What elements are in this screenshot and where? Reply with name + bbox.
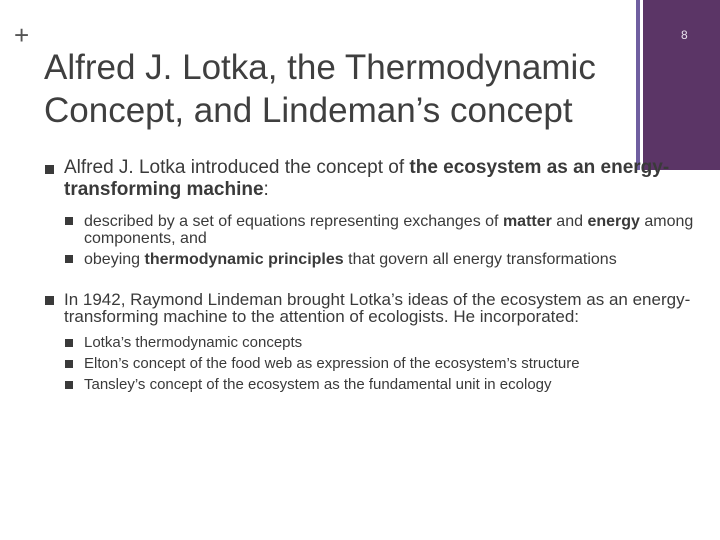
- plus-icon: +: [14, 20, 30, 50]
- bullet-text: In 1942, Raymond Lindeman brought Lotka’s ideas of the ecosystem as an energy-transforming machine to the attention of ecologists. He incorporated:: [64, 290, 691, 326]
- square-bullet-icon: [65, 255, 73, 263]
- sub-bullet-lotka-concepts: [44, 333, 694, 352]
- sub-bullet-bold: thermodynamic principles: [144, 251, 344, 268]
- bullet-text: Alfred J. Lotka introduced the concept of: [64, 157, 410, 178]
- sub-bullet-thermodynamic: [44, 251, 694, 268]
- square-bullet-icon: [65, 360, 73, 368]
- bullet-lotka: [44, 157, 694, 201]
- sub-bullet-text: Lotka’s thermodynamic concepts: [84, 334, 303, 351]
- square-bullet-icon: [65, 339, 73, 347]
- bullet-bold-text: as an energy-transforming machine: [64, 157, 670, 200]
- accent-block: [643, 0, 720, 170]
- sub-bullet-tansley: [44, 375, 694, 394]
- accent-stripe: [636, 0, 640, 170]
- title-line-1: Alfred J. Lotka, the Thermodynamic: [44, 48, 596, 87]
- sub-bullet-text: Tansley’s concept of the ecosystem as the fundamental unit in ecology: [84, 376, 552, 393]
- sub-bullet-text: described by a set of equations representing exchanges of: [84, 213, 503, 230]
- title-line-2: Concept, and Lindeman’s concept: [44, 91, 573, 130]
- slide-title: [44, 46, 634, 132]
- sub-bullet-equations: [44, 213, 694, 247]
- sub-bullet-text: that govern all energy transformations: [343, 251, 617, 268]
- sub-bullet-text: among components, and: [84, 213, 694, 247]
- slide-body: [44, 157, 694, 394]
- sub-bullet-elton: [44, 354, 694, 373]
- square-bullet-icon: [65, 381, 73, 389]
- sub-bullet-text: and: [551, 213, 588, 230]
- square-bullet-icon: [45, 165, 54, 174]
- bullet-text: :: [263, 179, 269, 200]
- square-bullet-icon: [65, 217, 73, 225]
- bullet-lindeman: [44, 291, 694, 325]
- square-bullet-icon: [45, 296, 54, 305]
- sub-bullet-text: obeying: [84, 251, 145, 268]
- sub-bullet-bold: matter: [502, 213, 552, 230]
- sub-bullet-bold: energy: [587, 213, 640, 230]
- bullet-bold-text: the ecosystem: [409, 157, 542, 178]
- sub-bullet-text: Elton’s concept of the food web as expression of the ecosystem’s structure: [84, 355, 580, 372]
- page-number: 8: [681, 28, 688, 42]
